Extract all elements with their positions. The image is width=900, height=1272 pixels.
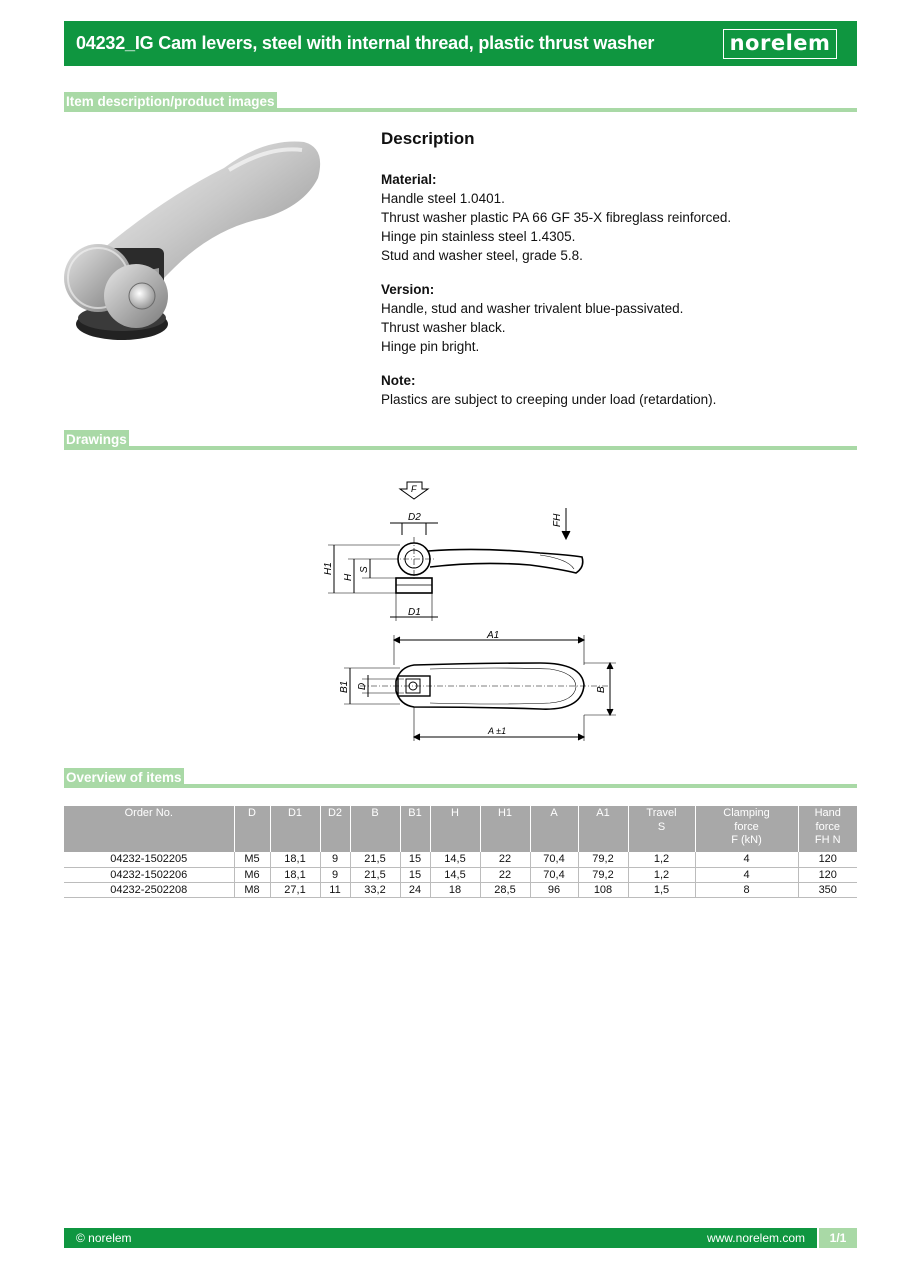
table-cell: M5 <box>234 852 270 867</box>
logo-text: norelem <box>729 30 831 55</box>
column-header: D2 <box>320 806 350 852</box>
table-cell: 21,5 <box>350 852 400 867</box>
material-line: Stud and washer steel, grade 5.8. <box>381 248 583 263</box>
table-cell: 15 <box>400 867 430 882</box>
table-cell: 1,2 <box>628 852 695 867</box>
table-cell: 22 <box>480 867 530 882</box>
section-label: Overview of items <box>64 768 184 788</box>
table-cell: 79,2 <box>578 852 628 867</box>
table-cell: 27,1 <box>270 882 320 897</box>
page-header <box>64 21 857 66</box>
table-cell: 70,4 <box>530 867 578 882</box>
column-header: B1 <box>400 806 430 852</box>
table-cell: 1,5 <box>628 882 695 897</box>
label-fh: FH <box>552 513 563 527</box>
label-h1: H1 <box>323 562 334 575</box>
table-cell: 108 <box>578 882 628 897</box>
order-number-cell[interactable]: 04232-1502206 <box>64 867 234 882</box>
column-header: Hand force FH N <box>798 806 857 852</box>
table-cell: 70,4 <box>530 852 578 867</box>
table-cell: 96 <box>530 882 578 897</box>
table-cell: 14,5 <box>430 852 480 867</box>
table-cell: 18,1 <box>270 867 320 882</box>
material-title: Material: <box>381 172 437 187</box>
version-line: Hinge pin bright. <box>381 339 480 354</box>
version-title: Version: <box>381 282 435 297</box>
section-item-description <box>64 92 857 112</box>
column-header: D1 <box>270 806 320 852</box>
column-header: Travel S <box>628 806 695 852</box>
table-cell: 24 <box>400 882 430 897</box>
website-link[interactable]: www.norelem.com <box>706 1231 805 1245</box>
section-label: Drawings <box>64 430 129 450</box>
note-line: Plastics are subject to creeping under load (retardation). <box>381 392 717 407</box>
table-cell: 9 <box>320 852 350 867</box>
table-cell: 15 <box>400 852 430 867</box>
table-cell: 22 <box>480 852 530 867</box>
table-cell: 14,5 <box>430 867 480 882</box>
table-cell: 28,5 <box>480 882 530 897</box>
note-block <box>381 371 841 409</box>
table-row[interactable] <box>64 882 857 897</box>
label-f: F <box>411 484 417 494</box>
table-cell: 120 <box>798 867 857 882</box>
material-line: Handle steel 1.0401. <box>381 191 505 206</box>
column-header: A <box>530 806 578 852</box>
table-cell: 120 <box>798 852 857 867</box>
version-block <box>381 280 841 356</box>
items-table <box>64 806 857 898</box>
table-cell: 18,1 <box>270 852 320 867</box>
table-cell: M6 <box>234 867 270 882</box>
label-b: B <box>596 686 607 693</box>
column-header: Order No. <box>64 806 234 852</box>
label-s: S <box>359 566 370 573</box>
section-rule <box>64 446 857 450</box>
section-label: Item description/product images <box>64 92 277 112</box>
table-row[interactable] <box>64 852 857 867</box>
description-heading: Description <box>381 129 475 148</box>
table-cell: 21,5 <box>350 867 400 882</box>
table-cell: 33,2 <box>350 882 400 897</box>
label-d: D <box>357 682 368 690</box>
table-cell: 18 <box>430 882 480 897</box>
table-cell: 8 <box>695 882 798 897</box>
column-header: B <box>350 806 400 852</box>
description-panel <box>381 128 841 424</box>
version-line: Handle, stud and washer trivalent blue-passivated. <box>381 301 684 316</box>
version-line: Thrust washer black. <box>381 320 506 335</box>
page-title: 04232_IG Cam levers, steel with internal thread, plastic thrust washer <box>76 33 655 53</box>
table-cell: 4 <box>695 852 798 867</box>
table-header-row <box>64 806 857 852</box>
order-number-cell[interactable]: 04232-2502208 <box>64 882 234 897</box>
material-block <box>381 170 841 265</box>
table-cell: 1,2 <box>628 867 695 882</box>
label-h: H <box>343 573 354 581</box>
note-title: Note: <box>381 373 416 388</box>
column-header: D <box>234 806 270 852</box>
table-cell: 350 <box>798 882 857 897</box>
label-d1: D1 <box>408 607 421 618</box>
table-row[interactable] <box>64 867 857 882</box>
label-a: A ±1 <box>488 726 507 736</box>
table-cell: M8 <box>234 882 270 897</box>
label-d2: D2 <box>408 512 421 523</box>
table-cell: 4 <box>695 867 798 882</box>
column-header: Clamping force F (kN) <box>695 806 798 852</box>
column-header: A1 <box>578 806 628 852</box>
norelem-logo <box>723 29 837 59</box>
section-drawings <box>64 430 857 450</box>
page-number: 1/1 <box>817 1228 857 1248</box>
material-line: Hinge pin stainless steel 1.4305. <box>381 229 576 244</box>
order-number-cell[interactable]: 04232-1502205 <box>64 852 234 867</box>
technical-drawing <box>300 475 630 745</box>
table-cell: 79,2 <box>578 867 628 882</box>
copyright-text: © norelem <box>76 1231 132 1245</box>
label-b1: B1 <box>339 680 350 693</box>
section-overview <box>64 768 857 788</box>
label-a1: A1 <box>487 630 500 641</box>
column-header: H1 <box>480 806 530 852</box>
table-cell: 9 <box>320 867 350 882</box>
material-line: Thrust washer plastic PA 66 GF 35-X fibreglass reinforced. <box>381 210 732 225</box>
column-header: H <box>430 806 480 852</box>
page-footer <box>64 1228 857 1248</box>
table-cell: 11 <box>320 882 350 897</box>
product-image <box>64 128 324 348</box>
